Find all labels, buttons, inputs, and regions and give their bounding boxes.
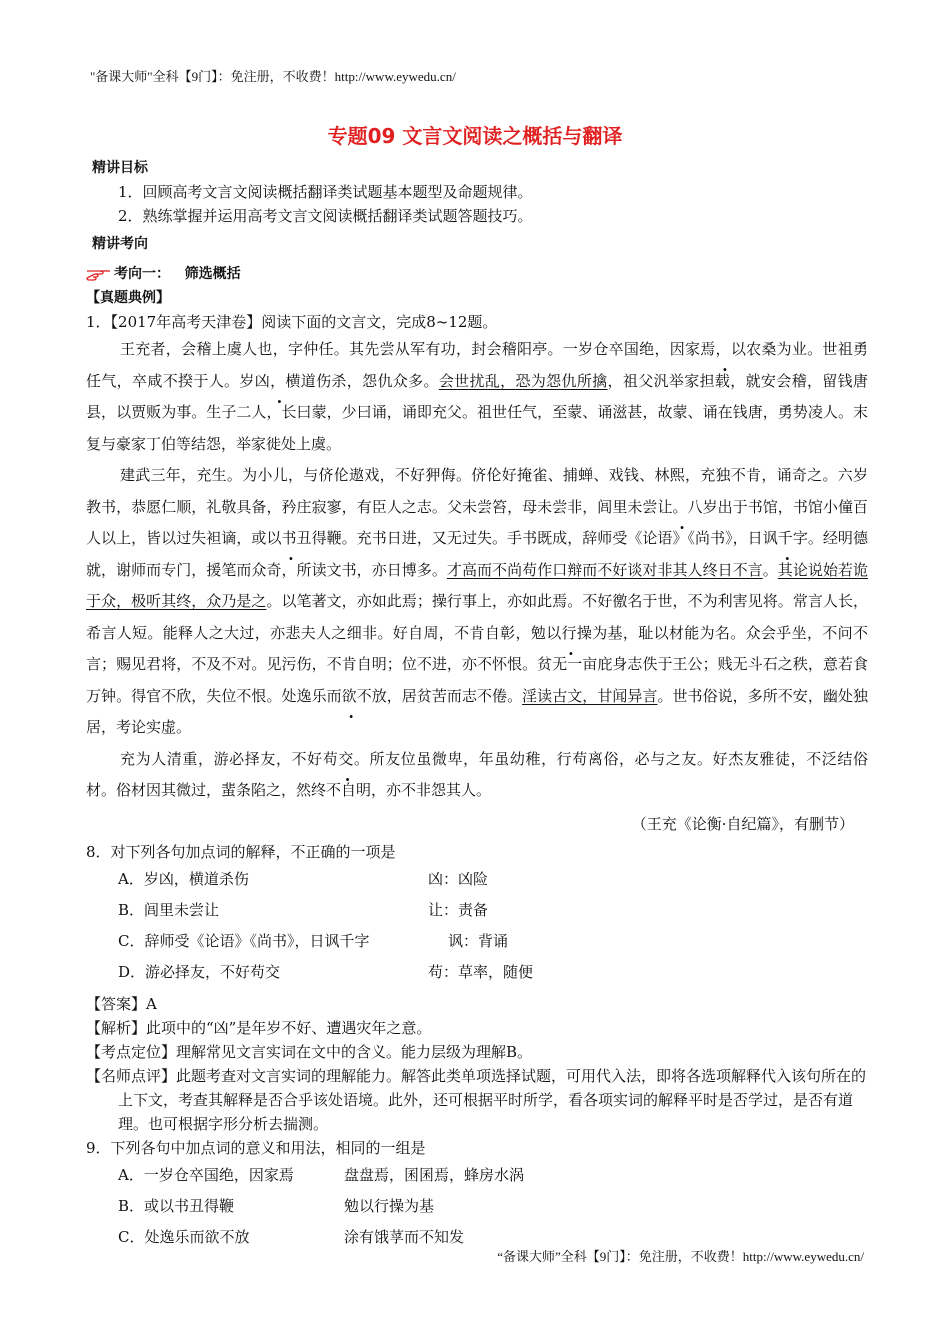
- q8-option-b-gloss: 让：责备: [428, 901, 489, 919]
- passage-paragraph-2: 建武三年，充生。为小儿，与侪伦遨戏，不好狎侮。侪伦好掩雀、捕蝉、戏钱、林熙，充独不肯，诵奇之。六岁教书，恭愿仁顺，礼敬具备，矜庄寂寥，有臣人之志。父未尝笞，母未尝非，闾里未尝让。八岁出于书馆，书馆小僮百人以上，皆以过失袒谪，或以书丑得鞭。充书日进，又无过失。手书既成，辞师受《论语》《尚书》，日讽千字。经明德就，谢师而专门，援笔而众奇，所读文书，亦日博多。才高而不尚苟作口辩而不好谈对非其人终日不言。其论说始若诡于众，极听其终，众乃是之。以笔著文，亦如此焉；操行事上，亦如此焉。不好徼名于世，不为利害见将。常言人长，希言人短。能释人之大过，亦悲夫人之细非。好自周，不肯自彰，勉以行操为基，耻以材能为名。众会乎坐，不问不言；赐见君将，不及不对。见污伤，不肯自明；位不进，亦不怀恨。贫无一亩庇身志佚于王公；贱无斗石之秩，意若食万钟。得官不欣，失位不恨。处逸乐而欲不放，居贫苦而志不倦。淫读古文，甘闻异言。世书俗说，多所不安，幽处独居，考论实虚。: [86, 466, 868, 736]
- passage-paragraph-1: 王充者，会稽上虞人也，字仲任。其先尝从军有功，封会稽阳亭。一岁仓卒国绝，因家焉，以农桑为业。世祖勇任气，卒咸不揆于人。岁凶，横道伤杀，怨仇众多。会世扰乱，恐为怨仇所擒，祖父汎举家担载，就安会稽，留钱唐县，以贾贩为事。生子二人，长曰蒙，少曰诵，诵即充父。祖世任气，至蒙、诵滋甚，故蒙、诵在钱唐，勇势凌人。末复与豪家丁伯等结怨，举家徙处上虞。: [86, 340, 868, 453]
- question-8-stem: 8．对下列各句加点词的解释，不正确的一项是: [86, 842, 396, 861]
- example-heading: 【真题典例】: [86, 290, 170, 306]
- q8-option-d: [86, 957, 868, 988]
- q8-option-a-gloss: 凶：凶险: [428, 870, 489, 888]
- page-footer: “备课大师”全科【9门】：免注册，不收费！http://www.eywedu.cn/: [497, 1249, 864, 1264]
- q9-option-b: [86, 1191, 868, 1222]
- q8-option-a: [86, 864, 868, 895]
- q9-option-a-left: A．一岁仓卒国绝，因家焉: [118, 1166, 294, 1184]
- q8-analysis: 【解析】此项中的“凶”是年岁不好、遭遇灾年之意。: [86, 1018, 432, 1037]
- goal-item-2: 2．熟练掌握并运用高考文言文阅读概括翻译类试题答题技巧。: [118, 207, 533, 225]
- q9-option-b-right: 勉以行操为基: [344, 1197, 435, 1215]
- q8-option-b-text: B．闾里未尝让: [118, 901, 220, 919]
- q8-answer: 【答案】A: [86, 994, 157, 1013]
- passage-source: （王充《论衡·自纪篇》，有删节）: [631, 814, 854, 833]
- q8-option-c: [86, 926, 868, 957]
- question-intro: 1．【2017年高考天津卷】阅读下面的文言文，完成8~12题。: [86, 313, 498, 331]
- direction-label: 考向一：: [114, 266, 170, 282]
- q8-option-d-text: D．游必择友，不好苟交: [118, 963, 281, 981]
- q9-option-b-left: B．或以书丑得鞭: [118, 1197, 235, 1215]
- section-heading-directions: 精讲考向: [92, 236, 148, 252]
- page-title: 专题09 文言文阅读之概括与翻译: [327, 124, 623, 148]
- q8-option-d-gloss: 苟：草率，随便: [428, 963, 534, 981]
- q8-option-c-gloss: 讽：背诵: [448, 932, 509, 950]
- pointing-hand-icon: [86, 267, 112, 281]
- q8-option-c-text: C．辞师受《论语》《尚书》，日讽千字: [118, 932, 370, 950]
- passage-paragraph-3: 充为人清重，游必择友，不好苟交。所友位虽微卑，年虽幼稚，行苟离俗，必与之友。好杰友雅徒，不泛结俗材。俗材因其微过，蜚条陷之，然终不自明，亦不非怨其人。: [86, 749, 868, 799]
- direction-heading: [86, 262, 868, 286]
- question-9-stem: 9．下列各句中加点词的意义和用法，相同的一组是: [86, 1138, 426, 1157]
- page-header: "备课大师"全科【9门】：免注册，不收费！http://www.eywedu.cn/: [90, 69, 456, 84]
- q9-option-c-right: 涂有饿莩而不知发: [344, 1228, 465, 1246]
- q8-option-a-text: A．岁凶，横道杀伤: [118, 870, 249, 888]
- q9-option-c-left: C．处逸乐而欲不放: [118, 1228, 250, 1246]
- q9-option-a-right: 盘盘焉，囷囷焉，蜂房水涡: [344, 1166, 525, 1184]
- goal-item-1: 1．回顾高考文言文阅读概括翻译类试题基本题型及命题规律。: [118, 183, 533, 201]
- document-body: [86, 156, 868, 1253]
- q9-option-a: [86, 1160, 868, 1191]
- q8-point: 【考点定位】理解常见文言实词在文中的含义。能力层级为理解B。: [86, 1042, 533, 1061]
- section-heading-goals: 精讲目标: [92, 160, 148, 176]
- q8-option-b: [86, 895, 868, 926]
- q8-comment: 【名师点评】此题考查对文言实词的理解能力。解答此类单项选择试题，可用代入法，即将各选项解释代入该句所在的上下文，考查其解释是否合乎该处语境。此外，还可根据平时所学，看各项实词的解释平时是否学过，是否有道理。也可根据字形分析去揣测。: [86, 1066, 867, 1133]
- direction-name: 筛选概括: [184, 266, 241, 282]
